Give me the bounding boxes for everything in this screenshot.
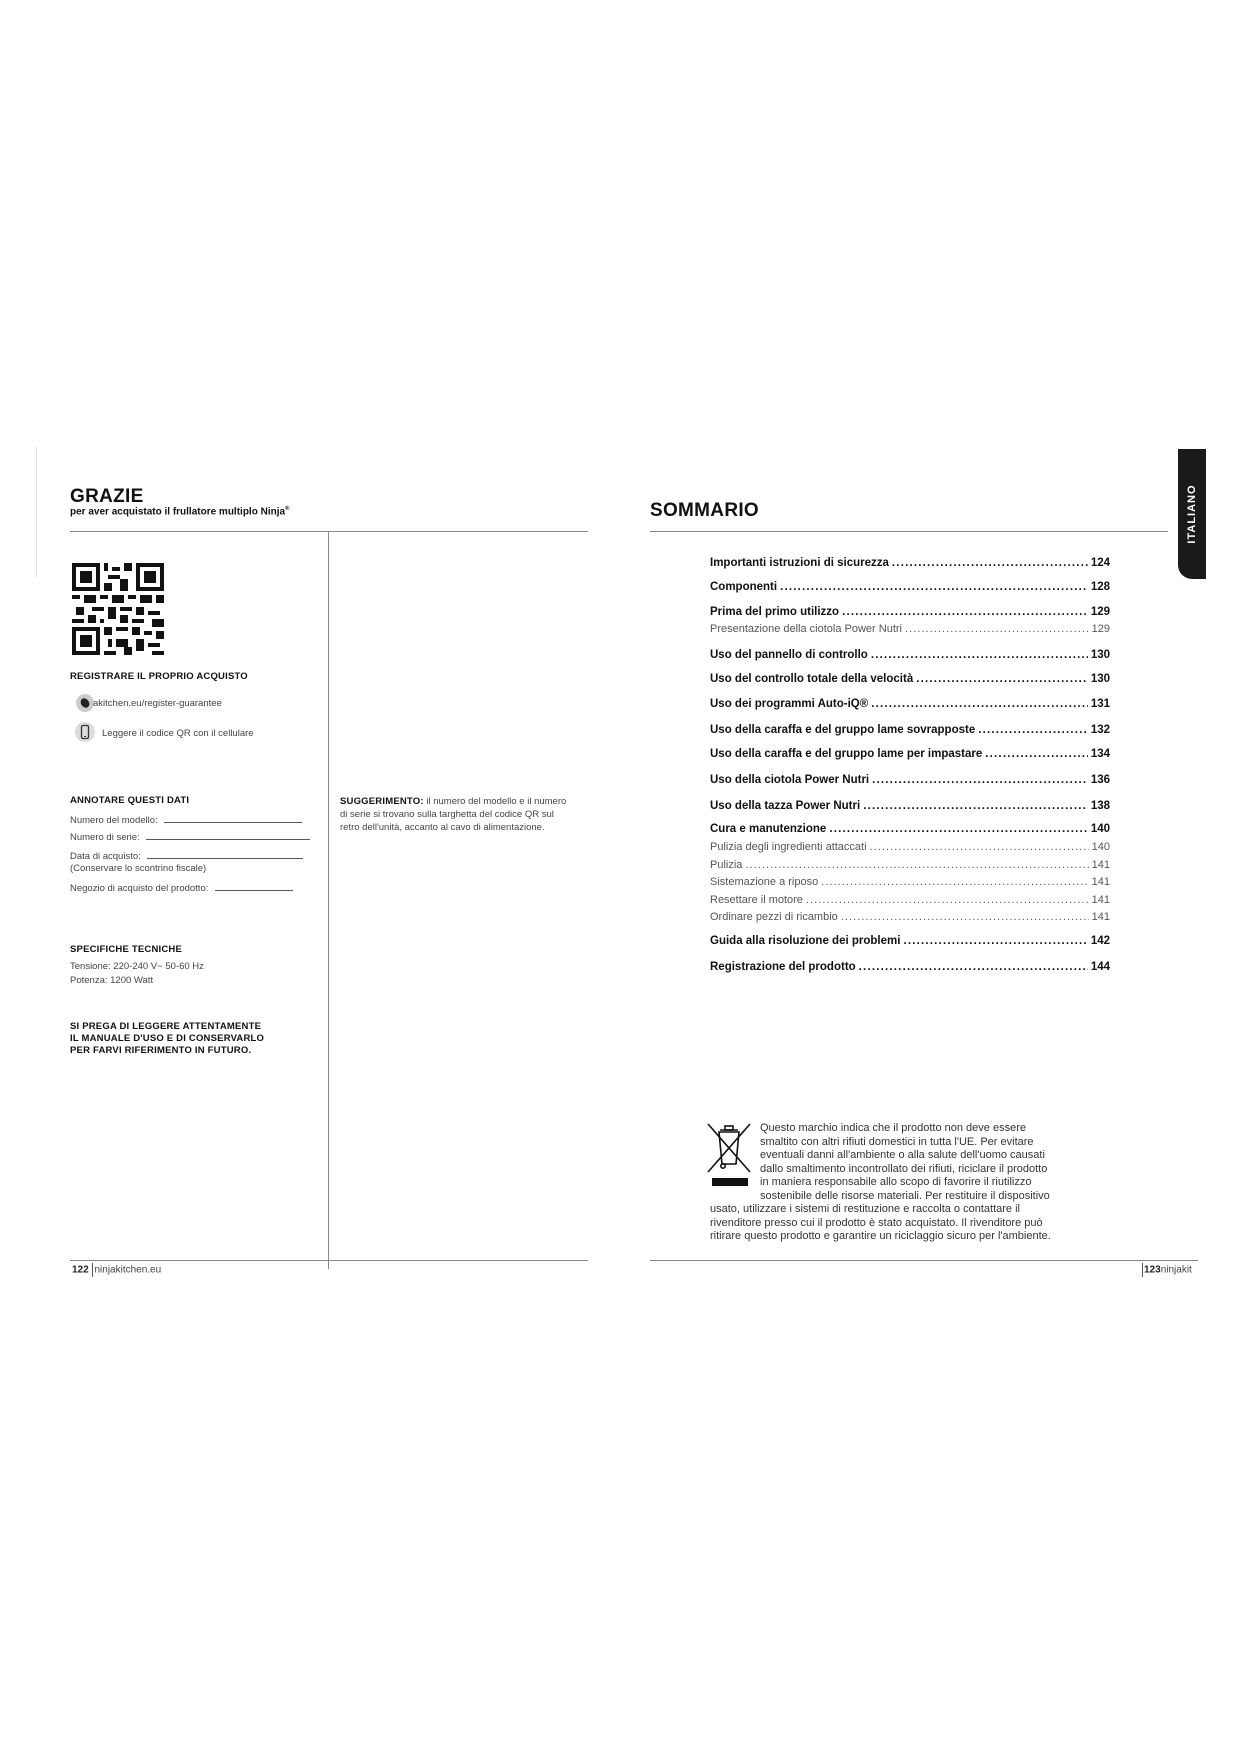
toc-entry[interactable] bbox=[710, 841, 1110, 853]
toc-leader-dots bbox=[859, 961, 1088, 973]
toc-entry-label: Uso della caraffa e del gruppo lame sovrapposte bbox=[710, 724, 976, 736]
toc-leader-dots bbox=[871, 649, 1088, 661]
toc-entry[interactable] bbox=[710, 800, 1110, 812]
weee-notice bbox=[710, 1122, 1150, 1244]
toc-leader-dots bbox=[978, 724, 1088, 736]
toc-entry[interactable] bbox=[710, 673, 1110, 685]
toc-leader-dots bbox=[916, 673, 1088, 685]
toc-entry-page: 141 bbox=[1091, 859, 1110, 871]
footer-site-link[interactable]: ninjakit bbox=[1160, 1264, 1192, 1276]
toc-leader-dots bbox=[870, 841, 1089, 853]
language-tab-label: ITALIANO bbox=[1186, 484, 1198, 544]
right-footer-rule bbox=[650, 1260, 1198, 1261]
footer-divider bbox=[1142, 1263, 1143, 1277]
toc-leader-dots bbox=[903, 935, 1087, 947]
store-field[interactable] bbox=[70, 881, 320, 895]
weee-line: usato, utilizzare i sistemi di restituzione e raccolta o contattare il bbox=[710, 1203, 1020, 1215]
page-number: 122 bbox=[72, 1264, 89, 1276]
toc-entry[interactable] bbox=[710, 606, 1110, 618]
warning-line: SI PREGA DI LEGGERE ATTENTAMENTE bbox=[70, 1021, 262, 1032]
page-number: 123 bbox=[1144, 1264, 1161, 1276]
footer-site-link[interactable]: ninjakitchen.eu bbox=[94, 1264, 162, 1276]
toc-leader-dots bbox=[745, 859, 1088, 871]
toc-entry-page: 138 bbox=[1090, 800, 1110, 812]
weee-line: sostenibile delle risorse materiali. Per restituire il dispositivo bbox=[760, 1189, 1050, 1202]
toc-entry-page: 130 bbox=[1090, 649, 1110, 661]
toc-entry-label: Uso dei programmi Auto-iQ® bbox=[710, 698, 869, 710]
toc-entry[interactable] bbox=[710, 557, 1110, 569]
toc-entry-label: Resettare il motore bbox=[710, 894, 803, 906]
toc-leader-dots bbox=[821, 876, 1088, 888]
weee-line: ritirare questo prodotto e garantire un riciclaggio sicuro per l'ambiente. bbox=[710, 1230, 1051, 1242]
toc-entry-page: 134 bbox=[1090, 748, 1110, 760]
serial-number-label: Numero di serie: bbox=[70, 832, 140, 843]
smartphone-icon bbox=[75, 722, 95, 742]
left-page-subtitle bbox=[70, 506, 289, 517]
specs-heading: SPECIFICHE TECNICHE bbox=[70, 944, 183, 955]
toc-entry[interactable] bbox=[710, 623, 1110, 635]
store-line bbox=[215, 881, 293, 891]
toc-entry-label: Guida alla risoluzione dei problemi bbox=[710, 935, 901, 947]
toc-title: SOMMARIO bbox=[650, 500, 760, 521]
register-url-link[interactable]: akitchen.eu/register-guarantee bbox=[93, 698, 222, 709]
receipt-note: (Conservare lo scontrino fiscale) bbox=[70, 863, 207, 874]
toc-entry-label: Sistemazione a riposo bbox=[710, 876, 819, 888]
toc-entry[interactable] bbox=[710, 859, 1110, 871]
toc-entry[interactable] bbox=[710, 876, 1110, 888]
weee-line: dallo smaltimento incontrollato dei rifiuti, riciclare il prodotto bbox=[760, 1162, 1048, 1175]
toc-leader-dots bbox=[905, 623, 1089, 635]
toc-entry-page: 130 bbox=[1090, 673, 1110, 685]
toc-leader-dots bbox=[842, 606, 1088, 618]
read-manual-warning bbox=[70, 1021, 264, 1057]
toc-leader-dots bbox=[892, 557, 1088, 569]
weee-line: smaltito con altri rifiuti domestici in tutta l'UE. Per evitare bbox=[760, 1135, 1034, 1148]
left-footer-rule bbox=[70, 1260, 588, 1261]
left-column-divider bbox=[328, 531, 329, 1269]
toc-entry-page: 131 bbox=[1090, 698, 1110, 710]
toc-entry-page: 129 bbox=[1091, 623, 1110, 635]
toc-entry-label: Componenti bbox=[710, 581, 778, 593]
weee-line: eventuali danni all'ambiente o alla salute dell'uomo causati bbox=[760, 1149, 1045, 1161]
tip-text: il numero del modello e il numero di serie si trovano sulla targhetta del codice QR sul retro dell'unità, accanto al cavo di alimentazione. bbox=[340, 796, 567, 833]
toc-entry[interactable] bbox=[710, 774, 1110, 786]
serial-number-line bbox=[146, 830, 310, 840]
toc-entry[interactable] bbox=[710, 823, 1110, 835]
toc-leader-dots bbox=[841, 911, 1089, 923]
toc-entry-label: Cura e manutenzione bbox=[710, 823, 827, 835]
toc-entry-page: 141 bbox=[1091, 876, 1110, 888]
right-header-rule bbox=[650, 531, 1168, 532]
registered-mark: ® bbox=[285, 506, 290, 512]
left-footer bbox=[72, 1263, 161, 1277]
toc-entry-page: 129 bbox=[1090, 606, 1110, 618]
toc-entry[interactable] bbox=[710, 581, 1110, 593]
toc-leader-dots bbox=[871, 698, 1088, 710]
toc-entry-label: Uso del pannello di controllo bbox=[710, 649, 868, 661]
toc-entry[interactable] bbox=[710, 935, 1110, 947]
tip-label: SUGGERIMENTO: bbox=[340, 796, 424, 807]
purchase-date-field[interactable] bbox=[70, 849, 320, 863]
toc-entry-label: Uso del controllo totale della velocità bbox=[710, 673, 914, 685]
toc-entry[interactable] bbox=[710, 698, 1110, 710]
toc-entry[interactable] bbox=[710, 649, 1110, 661]
right-footer bbox=[1142, 1263, 1192, 1277]
toc-entry[interactable] bbox=[710, 748, 1110, 760]
toc-entry-page: 142 bbox=[1090, 935, 1110, 947]
toc-entry[interactable] bbox=[710, 724, 1110, 736]
weee-line: Questo marchio indica che il prodotto non deve essere bbox=[760, 1122, 1026, 1134]
language-tab bbox=[1178, 449, 1206, 579]
toc-entry-label: Uso della ciotola Power Nutri bbox=[710, 774, 870, 786]
toc-leader-dots bbox=[806, 894, 1089, 906]
toc-entry-page: 141 bbox=[1091, 911, 1110, 923]
model-number-label: Numero del modello: bbox=[70, 815, 158, 826]
purchase-date-line bbox=[147, 849, 303, 859]
register-heading: REGISTRARE IL PROPRIO ACQUISTO bbox=[70, 671, 248, 682]
toc-entry-label: Importanti istruzioni di sicurezza bbox=[710, 557, 889, 569]
model-number-field[interactable] bbox=[70, 813, 320, 827]
serial-number-field[interactable] bbox=[70, 830, 320, 844]
toc-entry-label: Uso della caraffa e del gruppo lame per impastare bbox=[710, 748, 983, 760]
toc-entry-label: Pulizia bbox=[710, 859, 743, 871]
toc-entry[interactable] bbox=[710, 894, 1110, 906]
tip-block bbox=[340, 795, 572, 834]
toc-leader-dots bbox=[872, 774, 1088, 786]
toc-leader-dots bbox=[829, 823, 1088, 835]
weee-line: in maniera responsabile allo scopo di favorire il riutilizzo bbox=[760, 1176, 1032, 1188]
warning-line: IL MANUALE D'USO E DI CONSERVARLO bbox=[70, 1033, 265, 1044]
toc-leader-dots bbox=[863, 800, 1088, 812]
toc-entry-page: 124 bbox=[1090, 557, 1110, 569]
toc-entry-label: Uso della tazza Power Nutri bbox=[710, 800, 861, 812]
purchase-date-label: Data di acquisto: bbox=[70, 851, 141, 862]
qr-code-icon bbox=[72, 563, 164, 655]
mouse-icon bbox=[76, 694, 94, 712]
toc-entry-page: 128 bbox=[1090, 581, 1110, 593]
toc-entry-page: 141 bbox=[1091, 894, 1110, 906]
toc-entry-label: Pulizia degli ingredienti attaccati bbox=[710, 841, 867, 853]
toc-leader-dots bbox=[780, 581, 1088, 593]
warning-line: PER FARVI RIFERIMENTO IN FUTURO. bbox=[70, 1045, 252, 1056]
qr-scan-hint: Leggere il codice QR con il cellulare bbox=[102, 728, 254, 739]
toc-entry-page: 144 bbox=[1090, 961, 1110, 973]
data-heading: ANNOTARE QUESTI DATI bbox=[70, 795, 190, 806]
specs-power: Potenza: 1200 Watt bbox=[70, 975, 154, 986]
toc-entry-label: Presentazione della ciotola Power Nutri bbox=[710, 623, 902, 635]
toc-entry-label: Ordinare pezzi di ricambio bbox=[710, 911, 838, 923]
weee-line: rivenditore presso cui il prodotto è stato acquistato. Il rivenditore può bbox=[710, 1216, 1043, 1229]
toc-entry-label: Prima del primo utilizzo bbox=[710, 606, 840, 618]
toc-entry[interactable] bbox=[710, 961, 1110, 973]
specs-voltage: Tensione: 220-240 V~ 50-60 Hz bbox=[70, 961, 204, 972]
model-number-line bbox=[164, 813, 302, 823]
left-page-title: GRAZIE bbox=[70, 486, 144, 507]
toc-entry-label: Registrazione del prodotto bbox=[710, 961, 856, 973]
toc-entry[interactable] bbox=[710, 911, 1110, 923]
toc-entry-page: 140 bbox=[1091, 841, 1110, 853]
toc-entry-page: 132 bbox=[1090, 724, 1110, 736]
store-label: Negozio di acquisto del prodotto: bbox=[70, 883, 209, 894]
toc-entry-page: 140 bbox=[1090, 823, 1110, 835]
left-header-rule bbox=[70, 531, 588, 532]
toc-leader-dots bbox=[985, 748, 1088, 760]
subtitle-text: per aver acquistato il frullatore multiplo Ninja bbox=[70, 506, 286, 518]
toc-entry-page: 136 bbox=[1090, 774, 1110, 786]
